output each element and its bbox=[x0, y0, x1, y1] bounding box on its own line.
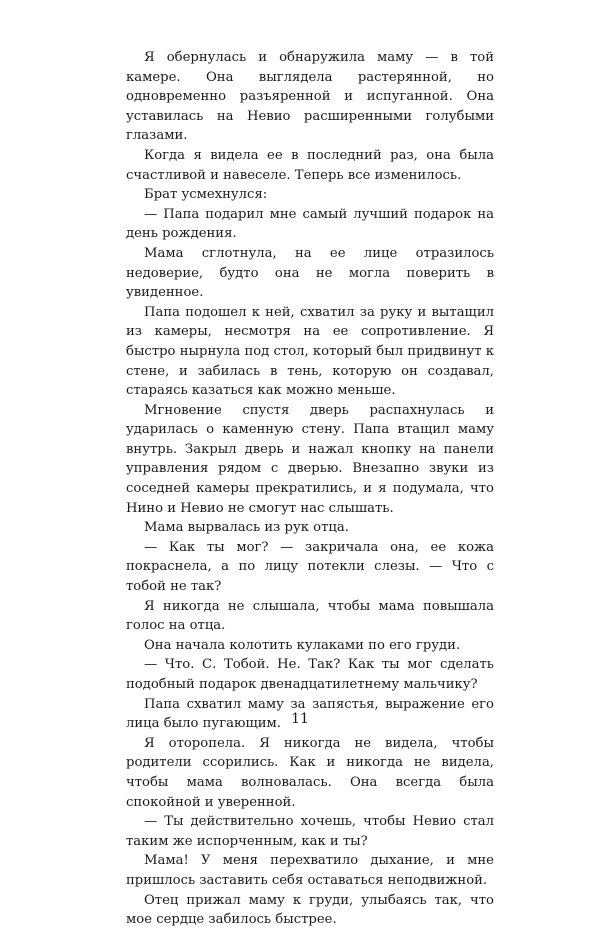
paragraph: Я никогда не слышала, чтобы мама повышала голос на отца. bbox=[126, 598, 494, 634]
paragraph: Папа схватил маму за запястья, выражение его лица было пугающим. bbox=[126, 696, 494, 732]
paragraph: — Что. С. Тобой. Не. Так? Как ты мог сделать подобный подарок двенадцатилетнему мальчику? bbox=[126, 657, 494, 692]
paragraph: Она начала колотить кулаками по его груди. bbox=[144, 637, 461, 653]
paragraph: Мама сглотнула, на ее лице отразилось недоверие, будто она не могла поверить в увиденное. bbox=[126, 245, 494, 301]
paragraph: Мама вырвалась из рук отца. bbox=[144, 520, 349, 536]
paragraph: Мама! У меня перехватило дыхание, и мне пришлось заставить себя оставаться неподвижной. bbox=[126, 853, 494, 888]
paragraph: Мгновение спустя дверь распахнулась и ударилась о каменную стену. Папа втащил маму внутрь. Закрыл дверь и нажал кнопку на панели управления рядом с дверью. Внезапно звуки из соседней камеры прекратились, и я подумала, что Нино и Невио не смогут нас слышать. bbox=[126, 402, 494, 516]
body-text bbox=[126, 48, 494, 930]
paragraph: — Ты действительно хочешь, чтобы Невио стал таким же испорченным, как и ты? bbox=[126, 814, 494, 849]
page-number: 11 bbox=[291, 711, 309, 727]
paragraph: Брат усмехнулся: bbox=[144, 187, 268, 203]
paragraph: Я обернулась и обнаружила маму — в той камере. Она выглядела растерянной, но одновременно разъяренной и испуганной. Она уставилась на Невио расширенными голубыми глазами. bbox=[126, 50, 494, 144]
paragraph: — Как ты мог? — закричала она, ее кожа покраснела, а по лицу потекли слезы. — Что с тобой не так? bbox=[126, 539, 494, 595]
paragraph: — Папа подарил мне самый лучший подарок на день рождения. bbox=[126, 206, 494, 242]
paragraph: Я оторопела. Я никогда не видела, чтобы родители ссорились. Как и никогда не видела, чтобы мама волновалась. Она всегда была спокойной и уверенной. bbox=[126, 735, 494, 810]
paragraph: Отец прижал маму к груди, улыбаясь так, что мое сердце забилось быстрее. bbox=[126, 892, 494, 928]
paragraph: Когда я видела ее в последний раз, она была счастливой и навеселе. Теперь все изменилось. bbox=[126, 147, 494, 183]
paragraph: Папа подошел к ней, схватил за руку и вытащил из камеры, несмотря на ее сопротивление. Я быстро нырнула под стол, который был придвинут к стене, и забилась в тень, которую он создавал, стараясь казаться как можно меньше. bbox=[126, 304, 494, 399]
